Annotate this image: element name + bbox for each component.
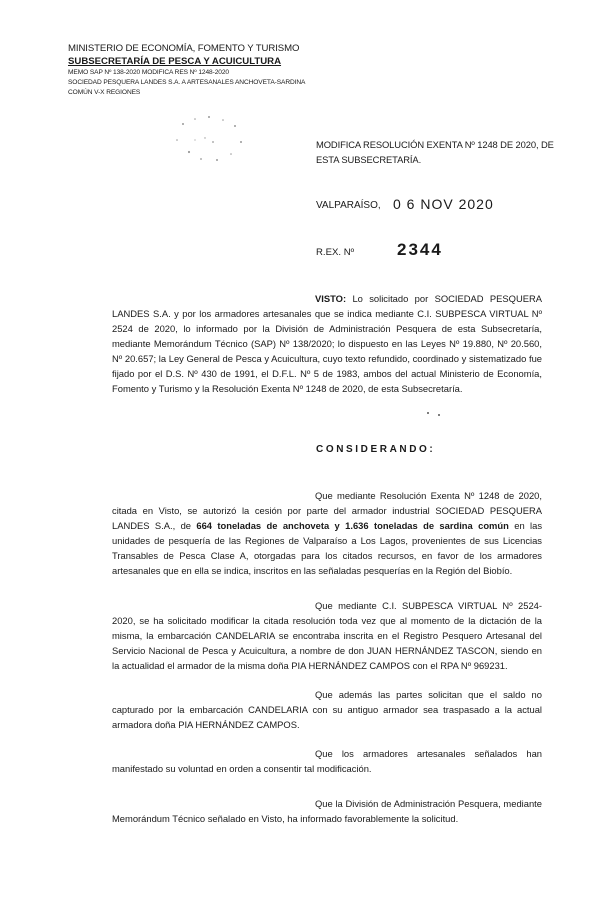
letterhead	[68, 42, 328, 98]
resolution-subject: MODIFICA RESOLUCIÓN EXENTA Nº 1248 DE 2020, DE ESTA SUBSECRETARÍA.	[316, 139, 554, 165]
faint-seal-stamp	[165, 110, 255, 170]
ministry-name: MINISTERIO DE ECONOMÍA, FOMENTO Y TURISMO	[68, 43, 300, 54]
considerando-heading: CONSIDERANDO:	[316, 444, 436, 455]
resolution-number: 2344	[397, 240, 443, 259]
cession-amount: 664 toneladas de anchoveta y 1.636 toneladas de sardina común	[196, 520, 509, 531]
considerando-paragraph-3: Que además las partes solicitan que el saldo no capturado por la embarcación CANDELARIA con su antiguo armador sea traspasado a la actual armadora doña PIA HERNÁNDEZ CAMPOS.	[112, 689, 542, 730]
considerando-paragraph-4: Que los armadores artesanales señalados han manifestado su voluntad en orden a consentir tal modificación.	[112, 748, 542, 774]
resolution-number-label: R.EX. Nº	[316, 247, 355, 258]
reference-line-2: SOCIEDAD PESQUERA LANDES S.A. A ARTESANALES ANCHOVETA-SARDINA	[68, 79, 306, 86]
reference-line-1: MEMO SAP Nº 138-2020 MODIFICA RES Nº 1248-2020	[68, 69, 229, 76]
visto-label: VISTO:	[315, 293, 347, 304]
considerando-paragraph-2: Que mediante C.I. SUBPESCA VIRTUAL Nº 2524-2020, se ha solicitado modificar la citada resolución toda vez que al momento de la dictación de la misma, la embarcación CANDELARIA se encontraba inscrita en el Registro Pesquero Artesanal del Servicio Nacional de Pesca y Acuicultura, a nombre de don JUAN HERNÁNDEZ TASCON, siendo en la actualidad el armador de la misma doña PIA HERNÁNDEZ CAMPOS con el RPA Nº 969231.	[112, 600, 542, 671]
considerando-paragraph-5: Que la División de Administración Pesquera, mediante Memorándum Técnico señalado en Visto, ha informado favorablemente la solicitud.	[112, 798, 542, 824]
reference-line-3: COMÚN V-X REGIONES	[68, 89, 141, 96]
visto-paragraph	[112, 291, 542, 396]
resolution-date: 0 6 NOV 2020	[393, 196, 494, 212]
considerando-paragraph-1: Que mediante Resolución Exenta Nº 1248 de 2020, citada en Visto, se autorizó la cesión por parte del armador industrial SOCIEDAD PESQUERA LANDES S.A., de 664 toneladas de anchoveta y 1.636 toneladas de sardina común en las unidades de pesquería de las Regiones de Valparaíso a Los Lagos, provenientes de sus Licencias Transables de Pesca Clase A, otorgadas para los citados recursos, en favor de los armadores artesanales que en ella se indica, inscritos en las señaladas pesquerías en la Región del Biobío.	[112, 490, 543, 576]
subsecretaria-name: SUBSECRETARÍA DE PESCA Y ACUICULTURA	[68, 56, 282, 67]
visto-text: Lo solicitado por SOCIEDAD PESQUERA LANDES S.A. y por los armadores artesanales que se indica mediante C.I. SUBPESCA VIRTUAL Nº 2524 de 2020, lo informado por la División de Administración Pesquera de esta Subsecretaría, mediante Memorándum Técnico (SAP) Nº 138/2020; lo dispuesto en las Leyes Nº 19.880, Nº 20.560, Nº 20.657; la Ley General de Pesca y Acuicultura, cuyo texto refundido, coordinado y sistematizado fue fijado por el D.S. Nº 430 de 1991, el D.F.L. Nº 5 de 1983, ambos del actual Ministerio de Economía, Fomento y Turismo y la Resolución Exenta Nº 1248 de 2020, de esta Subsecretaría.	[112, 293, 542, 394]
place-label: VALPARAÍSO,	[316, 200, 381, 211]
